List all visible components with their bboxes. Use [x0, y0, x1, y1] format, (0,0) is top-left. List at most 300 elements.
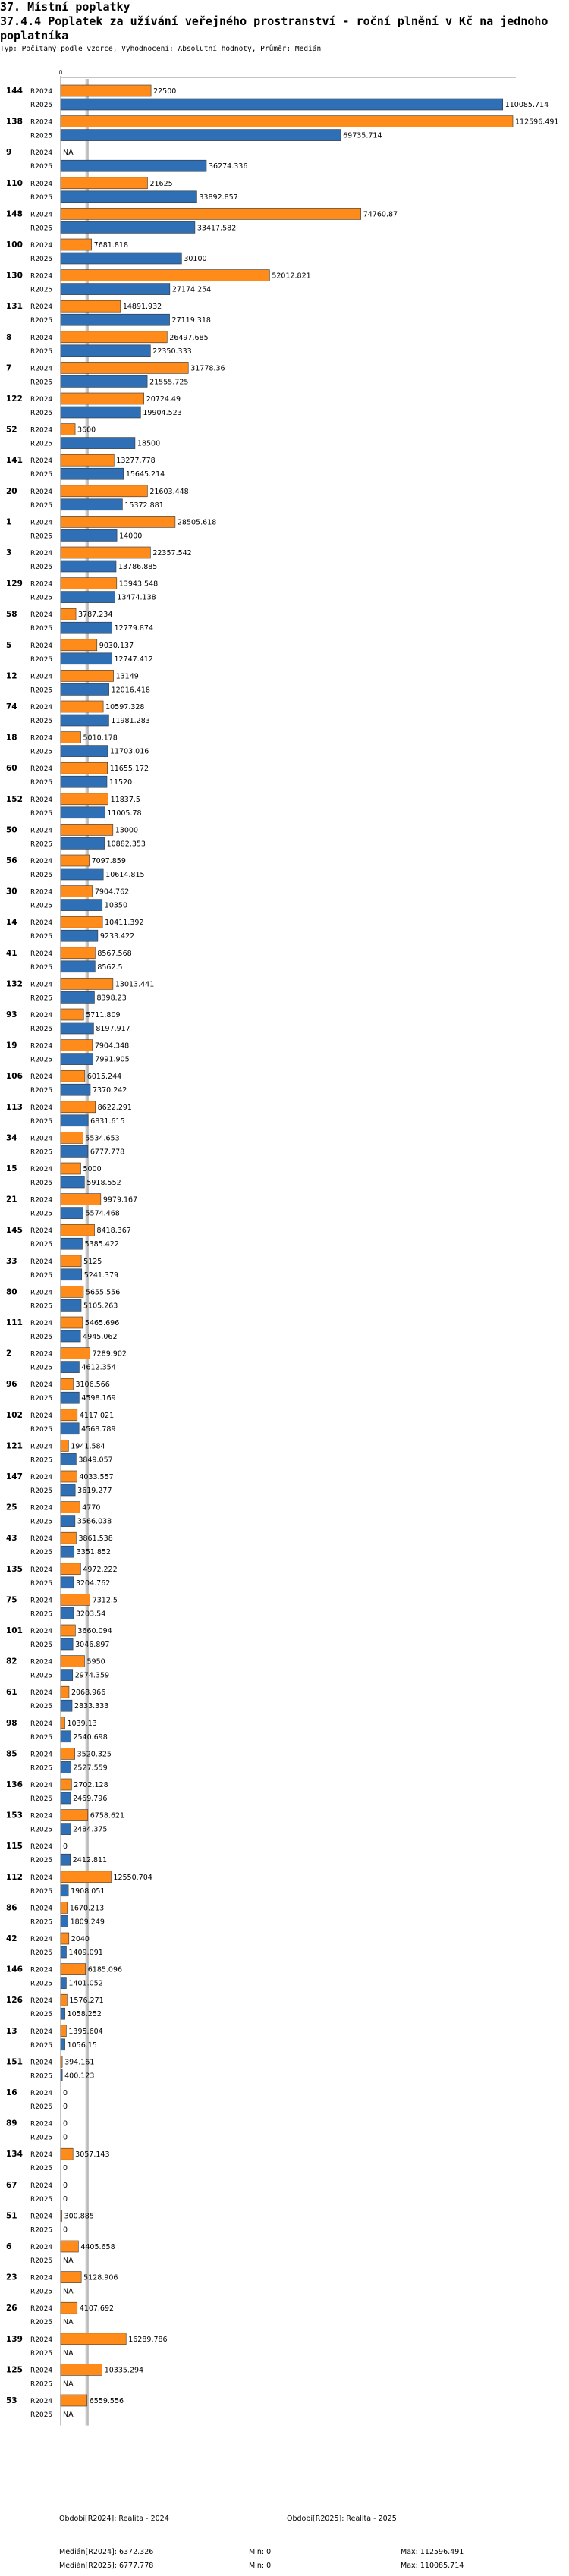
value-label-r2024: 5534.653 [85, 1134, 120, 1143]
series-label-r2024: R2024 [30, 118, 53, 127]
value-label-r2024: 4405.658 [80, 2243, 115, 2251]
value-label-r2024: 13277.778 [116, 457, 156, 466]
value-label-r2024: 4107.692 [79, 2304, 115, 2314]
bar-r2025 [61, 1208, 83, 1219]
series-label-r2025: R2025 [30, 809, 53, 818]
value-label-r2025: NA [63, 2411, 74, 2419]
value-label-r2024: 11655.172 [109, 765, 149, 774]
series-label-r2024: R2024 [30, 1566, 53, 1574]
value-label-r2024: 0 [63, 1842, 68, 1852]
series-label-r2024: R2024 [30, 1289, 53, 1297]
value-label-r2025: 2484.375 [73, 1825, 108, 1834]
bar-r2024 [61, 393, 144, 404]
bar-r2024 [61, 1409, 77, 1421]
value-label-r2024: 1395.604 [68, 2027, 103, 2036]
bar-r2025 [61, 1915, 68, 1927]
series-label-r2025: R2025 [30, 1980, 53, 1988]
series-label-r2025: R2025 [30, 286, 53, 294]
value-label-r2024: 3520.325 [77, 1750, 112, 1759]
bar-r2025 [61, 1700, 72, 1711]
series-label-r2024: R2024 [30, 2398, 53, 2405]
chart-footer [0, 2515, 569, 2576]
bar-r2024 [61, 1009, 83, 1020]
series-label-r2024: R2024 [30, 1258, 53, 1266]
chart-title: 37.4.4 Poplatek za užívání veřejného prostranství - roční plnění v Kč na jednoho poplatníka [0, 14, 549, 42]
row-label: 151 [6, 2057, 23, 2067]
bar-r2025 [61, 1299, 81, 1311]
value-label-r2024: 4770 [82, 1503, 101, 1513]
value-label-r2024: 0 [63, 2089, 68, 2097]
series-label-r2025: R2025 [30, 379, 53, 387]
bar-r2024 [61, 485, 147, 497]
bar-r2024 [61, 2395, 87, 2406]
bar-r2024 [61, 516, 175, 527]
series-label-r2024: R2024 [30, 1350, 53, 1359]
value-label-r2025: 14000 [119, 532, 143, 541]
value-label-r2025: 19904.523 [143, 409, 182, 417]
row-label: 13 [6, 2026, 17, 2036]
series-label-r2024: R2024 [30, 550, 53, 558]
value-label-r2025: 1401.052 [68, 1979, 103, 1988]
bar-r2024 [61, 732, 81, 743]
bar-r2025 [61, 529, 117, 541]
value-label-r2025: 27119.318 [171, 316, 211, 325]
series-label-r2025: R2025 [30, 1302, 53, 1311]
series-label-r2025: R2025 [30, 1733, 53, 1742]
bar-r2024 [61, 2210, 62, 2221]
bar-r2024 [61, 1317, 83, 1328]
bar-r2024 [61, 424, 75, 435]
value-label-r2025: NA [63, 2380, 74, 2389]
bar-r2024 [61, 239, 92, 250]
row-label: 80 [6, 1287, 17, 1297]
row-label: 15 [6, 1164, 17, 1173]
value-label-r2025: 5105.263 [83, 1302, 118, 1311]
series-label-r2024: R2024 [30, 1535, 53, 1544]
value-label-r2025: 11703.016 [109, 747, 149, 756]
bar-r2025 [61, 1269, 82, 1280]
bar-r2024 [61, 1933, 69, 1944]
series-label-r2024: R2024 [30, 673, 53, 681]
bar-r2025 [61, 1607, 74, 1619]
series-label-r2025: R2025 [30, 347, 53, 356]
value-label-r2025: NA [63, 2287, 74, 2296]
value-label-r2024: 52012.821 [272, 272, 311, 281]
value-label-r2024: 5465.696 [84, 1319, 120, 1327]
row-label: 60 [6, 764, 17, 774]
bar-r2025 [61, 837, 105, 849]
bar-r2024 [61, 300, 121, 312]
value-label-r2024: 4972.222 [83, 1565, 118, 1574]
row-label: 2 [6, 1349, 12, 1359]
value-label-r2025: 5918.552 [86, 1179, 121, 1187]
row-label: 145 [6, 1226, 23, 1236]
series-label-r2025: R2025 [30, 2319, 53, 2327]
row-label: 148 [6, 209, 23, 219]
bar-r2025 [61, 375, 147, 387]
bar-r2025 [61, 1423, 79, 1434]
row-label: 67 [6, 2180, 17, 2190]
value-label-r2025: NA [63, 2318, 74, 2327]
row-label: 147 [6, 1472, 23, 1481]
row-label: 5 [6, 640, 12, 650]
row-label: 129 [6, 579, 23, 589]
series-label-r2024: R2024 [30, 1012, 53, 1019]
row-label: 21 [6, 1195, 17, 1205]
series-label-r2024: R2024 [30, 2305, 53, 2314]
bar-r2025 [61, 1145, 88, 1157]
series-label-r2024: R2024 [30, 2213, 53, 2221]
row-label: 58 [6, 610, 17, 620]
bar-r2025 [61, 160, 206, 171]
series-label-r2024: R2024 [30, 1936, 53, 1943]
series-label-r2024: R2024 [30, 1843, 53, 1852]
bar-r2025 [61, 438, 135, 449]
value-label-r2024: 1039.13 [67, 1719, 97, 1728]
series-label-r2025: R2025 [30, 1241, 53, 1249]
bar-r2024 [61, 1348, 90, 1359]
series-label-r2025: R2025 [30, 933, 53, 941]
bar-r2025 [61, 99, 503, 110]
value-label-r2024: 5128.906 [83, 2273, 118, 2282]
bar-r2024 [61, 2302, 77, 2314]
bar-r2025 [61, 1516, 75, 1527]
series-label-r2024: R2024 [30, 2151, 53, 2160]
series-label-r2025: R2025 [30, 317, 53, 325]
footer-median-r2025: Medián[R2025]: 6777.778 [59, 2562, 154, 2570]
value-label-r2025: 400.123 [64, 2072, 95, 2081]
value-label-r2024: 6758.621 [90, 1811, 125, 1820]
value-label-r2024: 2702.128 [74, 1781, 108, 1789]
value-label-r2024: 74760.87 [363, 210, 398, 219]
bar-r2025 [61, 592, 115, 603]
value-label-r2024: 1670.213 [69, 1904, 105, 1913]
value-label-r2024: 31778.36 [190, 364, 225, 373]
bar-r2024 [61, 608, 76, 620]
value-label-r2024: 8622.291 [97, 1103, 132, 1112]
value-label-r2024: 10335.294 [104, 2366, 144, 2375]
row-label: 139 [6, 2334, 23, 2344]
series-label-r2025: R2025 [30, 256, 53, 263]
row-label: 141 [6, 456, 23, 466]
series-label-r2024: R2024 [30, 1073, 53, 1082]
series-label-r2024: R2024 [30, 919, 53, 928]
value-label-r2024: 6185.096 [87, 1965, 123, 1974]
row-label: 16 [6, 2088, 17, 2097]
series-label-r2024: R2024 [30, 1874, 53, 1882]
bar-r2025 [61, 807, 105, 818]
value-label-r2025: 12016.418 [111, 686, 150, 695]
series-label-r2025: R2025 [30, 2041, 53, 2050]
row-label: 43 [6, 1534, 17, 1544]
series-label-r2025: R2025 [30, 1395, 53, 1403]
series-label-r2024: R2024 [30, 1997, 53, 2006]
series-label-r2024: R2024 [30, 704, 53, 712]
series-label-r2025: R2025 [30, 779, 53, 787]
footer-median-r2024: Medián[R2024]: 6372.326 [59, 2548, 154, 2556]
bar-r2025 [61, 869, 103, 880]
value-label-r2025: 21555.725 [149, 378, 189, 387]
value-label-r2025: 9233.422 [99, 932, 135, 941]
bar-r2024 [61, 1378, 73, 1390]
series-label-r2024: R2024 [30, 1905, 53, 1913]
row-label: 51 [6, 2211, 17, 2221]
bar-r2024 [61, 2272, 81, 2283]
value-label-r2024: 7904.762 [94, 887, 130, 897]
series-label-r2025: R2025 [30, 1949, 53, 1957]
series-label-r2024: R2024 [30, 1227, 53, 1236]
series-label-r2024: R2024 [30, 611, 53, 620]
bar-r2025 [61, 1238, 83, 1249]
bar-r2025 [61, 1824, 71, 1835]
series-label-r2025: R2025 [30, 748, 53, 756]
row-label: 152 [6, 794, 23, 804]
series-label-r2025: R2025 [30, 902, 53, 910]
bar-r2024 [61, 1779, 71, 1790]
series-label-r2024: R2024 [30, 1658, 53, 1667]
bar-r2024 [61, 1040, 93, 1051]
value-label-r2024: 4033.557 [79, 1473, 114, 1481]
bar-r2024 [61, 916, 102, 928]
bar-r2025 [61, 1670, 73, 1681]
value-label-r2025: 1809.249 [70, 1918, 105, 1927]
series-label-r2024: R2024 [30, 1135, 53, 1143]
value-label-r2024: 13943.548 [118, 580, 159, 589]
value-label-r2025: 13786.885 [118, 563, 158, 571]
row-label: 93 [6, 1010, 17, 1019]
value-label-r2025: 3566.038 [77, 1517, 112, 1526]
value-label-r2024: 7904.348 [94, 1041, 130, 1051]
series-label-r2024: R2024 [30, 149, 53, 158]
series-label-r2025: R2025 [30, 501, 53, 510]
value-label-r2025: 3351.852 [76, 1548, 112, 1557]
bar-r2024 [61, 1224, 95, 1236]
row-label: 7 [6, 363, 12, 373]
bar-r2025 [61, 1577, 74, 1588]
row-label: 102 [6, 1410, 23, 1420]
bar-r2024 [61, 2025, 66, 2037]
value-label-r2025: 3204.762 [75, 1579, 111, 1588]
row-label: 30 [6, 887, 17, 897]
bar-r2024 [61, 1070, 85, 1082]
row-label: 9 [6, 148, 12, 158]
series-label-r2024: R2024 [30, 272, 53, 281]
row-label: 42 [6, 1934, 17, 1943]
value-label-r2025: 30100 [184, 255, 207, 263]
bar-r2024 [61, 639, 97, 651]
value-label-r2024: 10411.392 [105, 919, 144, 928]
bar-r2025 [61, 776, 107, 787]
bar-r2025 [61, 1731, 71, 1742]
value-label-r2024: 9979.167 [102, 1195, 138, 1205]
bar-r2024 [61, 2056, 62, 2067]
series-label-r2025: R2025 [30, 532, 53, 541]
value-label-r2024: 13013.441 [115, 980, 155, 989]
value-label-r2025: 10350 [104, 901, 128, 910]
series-label-r2024: R2024 [30, 1320, 53, 1327]
series-label-r2024: R2024 [30, 1504, 53, 1513]
bar-r2025 [61, 2069, 62, 2081]
value-label-r2025: 110085.714 [505, 101, 549, 109]
bar-r2025 [61, 1761, 71, 1773]
value-label-r2024: 0 [63, 2119, 68, 2128]
bar-r2025 [61, 345, 150, 357]
bar-r2025 [61, 1885, 68, 1896]
series-label-r2024: R2024 [30, 2059, 53, 2067]
value-label-r2024: 26497.685 [169, 333, 209, 342]
bar-r2024 [61, 208, 361, 219]
bar-r2024 [61, 1594, 90, 1605]
row-label: 1 [6, 517, 12, 527]
value-label-r2024: 8567.568 [97, 949, 132, 958]
value-label-r2024: 11837.5 [110, 795, 140, 804]
chart-subtitle: Typ: Počitaný podle vzorce, Vyhodnocení: Absolutní hodnoty, Průměr: Medián [0, 45, 322, 53]
value-label-r2025: 4612.354 [81, 1363, 116, 1372]
bar-r2025 [61, 653, 112, 664]
series-label-r2025: R2025 [30, 193, 53, 202]
series-label-r2024: R2024 [30, 1782, 53, 1789]
value-label-r2024: 1941.584 [71, 1442, 105, 1451]
value-label-r2025: 0 [63, 2226, 68, 2235]
value-label-r2024: 7681.818 [93, 241, 129, 250]
series-label-r2025: R2025 [30, 471, 53, 479]
series-label-r2024: R2024 [30, 2367, 53, 2375]
series-label-r2024: R2024 [30, 981, 53, 989]
value-label-r2025: 10882.353 [106, 840, 146, 849]
value-label-r2024: 13000 [115, 826, 139, 835]
series-label-r2025: R2025 [30, 1334, 53, 1341]
value-label-r2024: 10597.328 [105, 703, 145, 712]
series-label-r2024: R2024 [30, 1412, 53, 1420]
value-label-r2025: 2412.811 [72, 1856, 108, 1865]
value-label-r2024: 3057.143 [75, 2150, 110, 2160]
row-label: 135 [6, 1564, 23, 1574]
value-label-r2025: 2527.559 [73, 1764, 108, 1773]
row-label: 136 [6, 1780, 23, 1789]
series-label-r2025: R2025 [30, 1271, 53, 1280]
bar-r2025 [61, 746, 108, 757]
series-label-r2024: R2024 [30, 580, 53, 589]
bar-r2024 [61, 824, 113, 835]
bar-r2024 [61, 270, 269, 281]
bar-r2025 [61, 1946, 66, 1958]
value-label-r2025: 18500 [137, 439, 161, 448]
bar-r2024 [61, 1563, 80, 1575]
value-label-r2025: 36274.336 [209, 162, 248, 171]
value-label-r2025: 1409.091 [68, 1949, 103, 1957]
bar-r2024 [61, 1656, 84, 1667]
series-label-r2024: R2024 [30, 2028, 53, 2036]
bar-r2025 [61, 191, 196, 203]
row-label: 126 [6, 1996, 23, 2006]
series-label-r2024: R2024 [30, 2090, 53, 2097]
series-label-r2025: R2025 [30, 102, 53, 109]
value-label-r2025: 10614.815 [105, 871, 145, 879]
row-label: 132 [6, 979, 23, 989]
value-label-r2025: 12747.412 [114, 655, 153, 664]
value-label-r2024: 22357.542 [152, 549, 192, 558]
bar-r2024 [61, 762, 108, 774]
series-label-r2024: R2024 [30, 734, 53, 743]
row-label: 56 [6, 856, 17, 865]
series-label-r2025: R2025 [30, 1210, 53, 1218]
value-label-r2025: NA [63, 2257, 74, 2265]
bar-r2024 [61, 978, 113, 989]
series-label-r2025: R2025 [30, 1579, 53, 1588]
series-label-r2025: R2025 [30, 2165, 53, 2173]
series-label-r2024: R2024 [30, 796, 53, 804]
bar-r2025 [61, 1176, 84, 1188]
value-label-r2025: 6777.778 [90, 1148, 125, 1157]
series-label-r2025: R2025 [30, 1764, 53, 1773]
value-label-r2024: 21603.448 [149, 487, 189, 496]
bar-r2024 [61, 1132, 83, 1143]
value-label-r2025: 33892.857 [199, 193, 238, 202]
row-label: 122 [6, 394, 23, 404]
row-label: 19 [6, 1041, 17, 1051]
value-label-r2025: 7370.242 [93, 1086, 127, 1095]
bar-r2025 [61, 221, 195, 233]
bar-r2024 [61, 331, 167, 343]
bar-r2024 [61, 1101, 96, 1113]
bar-r2025 [61, 683, 109, 695]
bar-r2025 [61, 284, 170, 295]
chart-section-title: 37. Místní poplatky [0, 0, 130, 14]
series-label-r2025: R2025 [30, 1549, 53, 1557]
value-label-r2025: 4598.169 [81, 1394, 116, 1403]
bar-r2024 [61, 1440, 68, 1451]
series-label-r2024: R2024 [30, 365, 53, 373]
value-label-r2025: 33417.582 [196, 224, 237, 233]
value-label-r2025: 8562.5 [97, 963, 123, 972]
bar-r2024 [61, 85, 151, 96]
series-label-r2024: R2024 [30, 180, 53, 188]
value-label-r2025: 4945.062 [83, 1333, 118, 1341]
series-label-r2024: R2024 [30, 1597, 53, 1605]
value-label-r2024: 3787.234 [78, 611, 113, 620]
series-label-r2025: R2025 [30, 2349, 53, 2358]
bar-r2025 [61, 468, 124, 479]
value-label-r2025: 1056.15 [67, 2040, 97, 2050]
value-label-r2024: 2068.966 [71, 1689, 106, 1698]
row-label: 153 [6, 1811, 23, 1820]
series-label-r2025: R2025 [30, 1180, 53, 1187]
series-label-r2025: R2025 [30, 1148, 53, 1157]
value-label-r2024: 13149 [115, 672, 139, 681]
value-label-r2024: 3861.538 [78, 1535, 113, 1544]
series-label-r2025: R2025 [30, 564, 53, 571]
value-label-r2024: 5655.556 [85, 1288, 121, 1297]
series-label-r2025: R2025 [30, 1641, 53, 1649]
series-label-r2025: R2025 [30, 1672, 53, 1680]
value-label-r2025: 22350.333 [152, 347, 192, 356]
row-label: 138 [6, 117, 23, 127]
series-label-r2024: R2024 [30, 2120, 53, 2128]
row-label: 131 [6, 302, 23, 312]
bar-r2025 [61, 253, 181, 264]
series-label-r2024: R2024 [30, 1720, 53, 1728]
bar-r2024 [61, 886, 93, 897]
bar-r2025 [61, 407, 140, 418]
value-label-r2025: 1908.051 [71, 1886, 105, 1896]
value-label-r2024: 0 [63, 2181, 68, 2190]
value-label-r2025: 6831.615 [90, 1117, 125, 1126]
value-label-r2025: 1058.252 [67, 2010, 102, 2019]
value-label-r2024: 28505.618 [177, 518, 217, 527]
row-label: 100 [6, 240, 23, 250]
value-label-r2025: 11005.78 [107, 809, 142, 818]
series-label-r2024: R2024 [30, 1104, 53, 1112]
